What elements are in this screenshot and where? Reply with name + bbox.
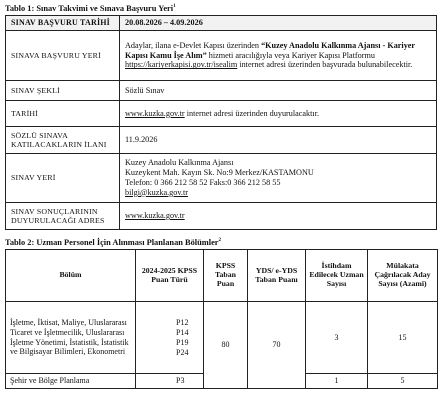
tarihi-value: www.kuzka.gov.tr internet adresi üzerinden duyurulacaktır. xyxy=(120,101,437,127)
sinav-yeri-label: SINAV YERİ xyxy=(6,154,120,203)
col-header-bolum: Bölüm xyxy=(6,250,136,302)
table1-header-row xyxy=(6,16,437,31)
kpss-turu-cell: P12 P14 P19 P24 xyxy=(136,302,204,374)
sinav-sekli-row xyxy=(6,81,437,101)
address-line: Kuzeykent Mah. Kayın Sk. No:9 Merkez/KASTAMONU xyxy=(125,168,314,178)
sinav-sekli-value: Sözlü Sınav xyxy=(120,81,437,101)
col-header-yds: YDS/ e-YDS Taban Puanı xyxy=(248,250,306,302)
basvuru-yeri-row xyxy=(6,31,437,81)
departments-table xyxy=(5,249,438,389)
col-header-kpss-turu: 2024-2025 KPSS Puan Türü xyxy=(136,250,204,302)
sonuc-label: SINAV SONUÇLARININ DUYURULACAĞI ADRES xyxy=(6,203,120,230)
sonuc-value xyxy=(120,203,437,230)
table-row xyxy=(6,302,438,374)
address-line: Kuzey Anadolu Kalkınma Ajansı xyxy=(125,158,234,168)
kariyer-kapisi-link[interactable]: https://kariyerkapisi.gov.tr/isealim xyxy=(125,60,238,70)
sozlu-ilan-label: SÖZLÜ SINAVA KATILACAKLARIN İLANI xyxy=(6,127,120,154)
sinav-sekli-label: SINAV ŞEKLİ xyxy=(6,81,120,101)
kpss-turu-cell: P3 xyxy=(136,374,204,389)
kuzka-link[interactable]: www.kuzka.gov.tr xyxy=(125,108,185,118)
table2-header-row xyxy=(6,250,438,302)
basvuru-tarihi-label: SINAV BAŞVURU TARİHİ xyxy=(6,16,120,31)
mulakat-cell: 5 xyxy=(368,374,438,389)
table1-footnote-marker: 1 xyxy=(173,4,176,10)
sinav-yeri-row xyxy=(6,154,437,203)
phone-fax-line: Telefon: 0 366 212 58 52 Faks:0 366 212 58 55 xyxy=(125,178,281,187)
service-name: “Kuzey Anadolu Kalkınma Ajansı - Kariyer Kapısı Kamu İşe Alım” xyxy=(125,40,415,60)
mulakat-cell: 15 xyxy=(368,302,438,374)
basvuru-yeri-value: Adaylar, ilana e-Devlet Kapısı üzerinden “Kuzey Anadolu Kalkınma Ajansı - Kariyer Kapısı Kamu İşe Alım” hizmeti aracılığıyla veya Kariyer Kapısı Platformu https://kariyerkapisi.gov.tr/isealim internet adresi üzerinden başvurada bulunabilecektir. xyxy=(120,31,437,81)
bolum-cell: Şehir ve Bölge Planlama xyxy=(6,374,136,389)
sonuc-link[interactable]: www.kuzka.gov.tr xyxy=(125,211,185,221)
email-link[interactable]: bilgi@kuzka.gov.tr xyxy=(125,187,188,197)
col-header-istihdam: İstihdam Edilecek Uzman Sayısı xyxy=(306,250,368,302)
basvuru-tarihi-value: 20.08.2026 – 4.09.2026 xyxy=(120,16,437,31)
table2-caption xyxy=(5,237,437,249)
kpss-taban-cell: 80 xyxy=(204,302,248,389)
basvuru-yeri-label: SINAVA BAŞVURU YERİ xyxy=(6,31,120,81)
sinav-yeri-value xyxy=(120,154,437,203)
tarihi-row xyxy=(6,101,437,127)
table2-caption-text: Tablo 2: Uzman Personel İçin Alınması Planlanan Bölümler xyxy=(5,238,219,247)
istihdam-cell: 1 xyxy=(306,374,368,389)
table1-caption xyxy=(5,3,437,15)
sonuc-row xyxy=(6,203,437,230)
tarihi-label: TARİHİ xyxy=(6,101,120,127)
bolum-cell: İşletme, İktisat, Maliye, Uluslararası Ticaret ve İşletmecilik, Uluslararası İşletme Yönetimi, İstatistik, İstatistik ve Bilgisayar Bilimleri, Ekonometri xyxy=(6,302,136,374)
col-header-kpss-taban: KPSS Taban Puan xyxy=(204,250,248,302)
istihdam-cell: 3 xyxy=(306,302,368,374)
sozlu-ilan-value: 11.9.2026 xyxy=(120,127,437,154)
exam-schedule-table xyxy=(5,15,437,230)
table1-caption-text: Tablo 1: Sınav Takvimi ve Sınava Başvuru Yeri xyxy=(5,4,174,13)
table2-footnote-marker: 2 xyxy=(218,238,222,244)
col-header-mulakat: Mülakata Çağrılacak Aday Sayısı (Azami) xyxy=(368,250,438,302)
sozlu-ilan-row xyxy=(6,127,437,154)
yds-cell: 70 xyxy=(248,302,306,389)
